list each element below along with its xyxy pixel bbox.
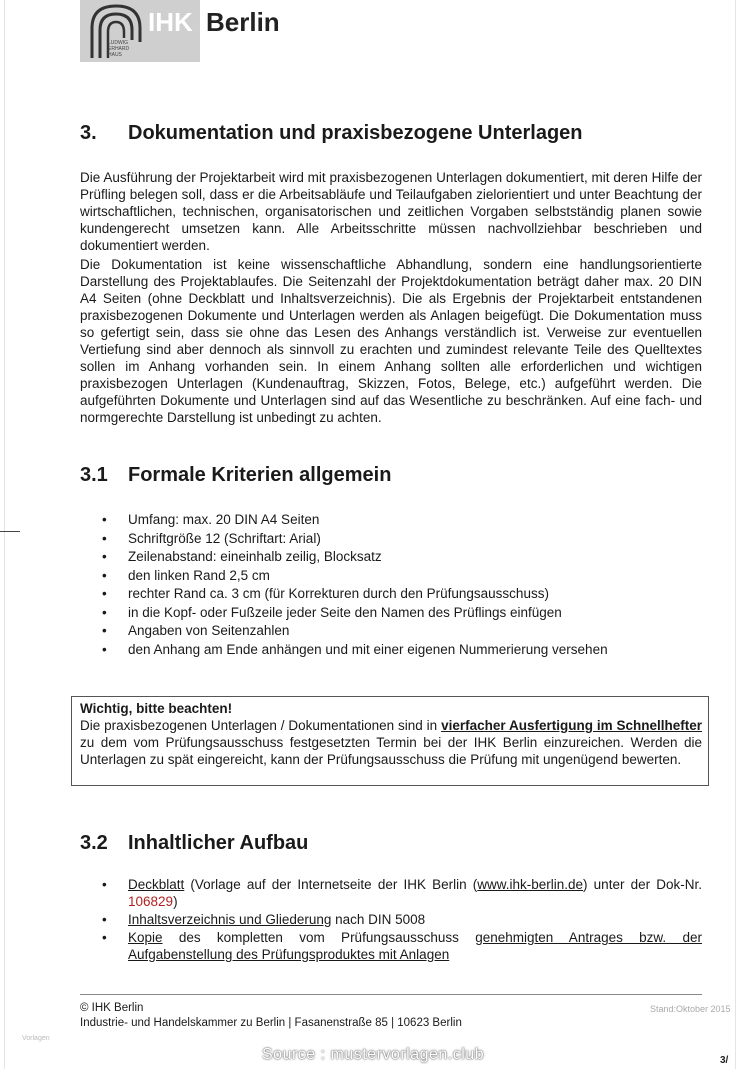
section-3-paragraph-1: Die Ausführung der Projektarbeit wird mit praxisbezogenen Unterlagen dokumentiert, mit deren Hilfe der Prüfling belegen soll, dass er die Arbeitsabläufe und Teilaufgaben zielorientiert und unter Beachtung der wirtschaftlichen, technischen, organisatorischen und zeitlichen Vorgaben selbstständig planen sowie kundengerecht umsetzen kann. Alle Arbeitsschritte müssen nachvollziehbar beschrieben und dokumentiert werden.	[80, 170, 702, 253]
list-item	[80, 876, 702, 910]
list-item	[80, 530, 702, 549]
section-3-heading	[80, 122, 583, 145]
section-3-1-number: 3.1	[80, 464, 108, 486]
section-3-paragraph-2: Die Dokumentation ist keine wissenschaftliche Abhandlung, sondern eine handlungsorientierte Darstellung des Projektablaufes. Die Seitenzahl der Projektdokumentation beträgt daher max. 20 DIN A4 Seiten (ohne Deckblatt und Inhaltsverzeichnis). Die als Ergebnis der Projektarbeit entstandenen praxisbezogenen Dokumente und Unterlagen werden als Anlagen beigefügt. Die Dokumentation muss so gefertigt sein, dass sie ohne das Lesen des Anhangs verständlich ist. Verweise zur eventuellen Vertiefung sind aber dennoch als sinnvoll zu erachten und zumindest relevante Teile des Quelltextes sollen im Anhang vorhanden sein. In einem Anhang sollten alle erforderlichen und wichtigen praxisbezogen Unterlagen (Kundenauftrag, Skizzen, Fotos, Belege, etc.) aufgeführt werden. Die aufgeführten Dokumente und Unterlagen sind auf das Wesentliche zu beschränken. Auf eine fach- und normgerechte Darstellung ist unbedingt zu achten.	[80, 257, 702, 425]
list-item-text: den Anhang am Ende anhängen und mit einer eigenen Nummerierung versehen	[128, 641, 608, 657]
list-item	[80, 604, 702, 623]
inhaltsverzeichnis-link[interactable]: Inhaltsverzeichnis und Gliederung	[128, 912, 332, 927]
watermark-vorlagen: Vorlagen	[22, 1035, 50, 1042]
logo-berlin-text: Berlin	[206, 7, 280, 37]
list-item	[80, 548, 702, 567]
bullet-icon: •	[102, 623, 107, 638]
logo-mark-text: LUDWIG ERHARD HAUS	[108, 40, 130, 58]
deckblatt-link[interactable]: Deckblatt	[128, 877, 185, 892]
list-item-text: Schriftgröße 12 (Schriftart: Arial)	[128, 530, 321, 546]
notice-title: Wichtig, bitte beachten!	[80, 701, 233, 716]
notice-box	[71, 696, 709, 786]
list-item-text: Angaben von Seitenzahlen	[128, 623, 290, 638]
section-3-2-heading	[80, 832, 308, 855]
bullet-icon: •	[102, 604, 107, 620]
ihk-logo	[80, 0, 200, 62]
list-item	[80, 911, 702, 928]
section-3-title: Dokumentation und praxisbezogene Unterlagen	[128, 122, 583, 144]
bullet-icon: •	[102, 641, 107, 657]
bullet-icon: •	[102, 530, 107, 546]
list-item	[80, 622, 702, 641]
list-item-text: den linken Rand 2,5 cm	[128, 567, 270, 583]
list-item-text: des kompletten vom Prüfungsausschuss	[162, 930, 476, 945]
section-3-1-title: Formale Kriterien allgemein	[128, 464, 392, 486]
formal-criteria-list	[80, 511, 702, 659]
bullet-icon: •	[102, 912, 107, 927]
list-item-text: ) unter der Dok-Nr.	[583, 877, 702, 892]
list-item-text: rechter Rand ca. 3 cm (für Korrekturen durch den Prüfungsausschuss)	[128, 586, 549, 601]
page-border-left	[4, 0, 5, 1069]
section-3-2-title: Inhaltlicher Aufbau	[128, 832, 309, 854]
bullet-icon: •	[102, 586, 107, 601]
antrag-link[interactable]: genehmigten Antrages bzw. der Aufgabenstellung des Prüfungsproduktes mit Anlagen	[128, 930, 702, 962]
kopie-link[interactable]: Kopie	[128, 930, 163, 945]
bullet-icon: •	[102, 930, 107, 945]
list-item	[80, 511, 702, 530]
footer-copyright: © IHK Berlin	[80, 1002, 144, 1014]
section-3-1-heading	[80, 464, 391, 487]
bullet-icon: •	[102, 567, 107, 583]
page-border-right	[735, 0, 736, 1069]
list-item	[80, 567, 702, 586]
notice-content	[80, 700, 702, 768]
bullet-icon: •	[102, 877, 107, 892]
margin-mark	[0, 531, 20, 532]
list-item-text: Zeilenabstand: eineinhalb zeilig, Blocksatz	[128, 549, 382, 564]
source-watermark: Source : mustervorlagen.club	[262, 1046, 485, 1063]
notice-emphasis: vierfacher Ausfertigung im Schnellhefter	[441, 718, 702, 733]
list-item-text: (Vorlage auf der Internetseite der IHK Berlin (	[184, 877, 478, 892]
footer-divider	[80, 994, 702, 995]
content-structure-list	[80, 876, 702, 964]
notice-text-before: Die praxisbezogenen Unterlagen / Dokumentationen sind in	[80, 718, 442, 733]
section-3-number: 3.	[80, 122, 97, 144]
bullet-icon: •	[102, 512, 107, 527]
ihk-website-link[interactable]: www.ihk-berlin.de	[477, 877, 584, 892]
list-item	[80, 585, 702, 604]
footer-address: Industrie- und Handelskammer zu Berlin | Fasanenstraße 85 | 10623 Berlin	[80, 1017, 462, 1029]
footer-stand: Stand:Oktober 2015	[650, 1004, 731, 1014]
list-item	[80, 929, 702, 963]
bullet-icon: •	[102, 549, 107, 564]
list-item-text: nach DIN 5008	[331, 912, 426, 927]
doc-number: 106829	[128, 894, 174, 909]
section-3-2-number: 3.2	[80, 832, 108, 854]
logo-ihk-text: IHK	[148, 7, 193, 37]
list-item	[80, 641, 702, 660]
list-item-text: in die Kopf- oder Fußzeile jeder Seite den Namen des Prüflings einfügen	[128, 604, 562, 620]
page-number: 3/	[720, 1055, 729, 1066]
notice-text-after: zu dem vom Prüfungsausschuss festgesetzten Termin bei der IHK Berlin einzureichen. Werden die Unterlagen zu spät eingereicht, kann der Prüfungsausschuss die Prüfung mit ungenügend bewerten.	[80, 735, 702, 767]
list-item-text: )	[173, 894, 178, 909]
list-item-text: Umfang: max. 20 DIN A4 Seiten	[128, 512, 320, 527]
